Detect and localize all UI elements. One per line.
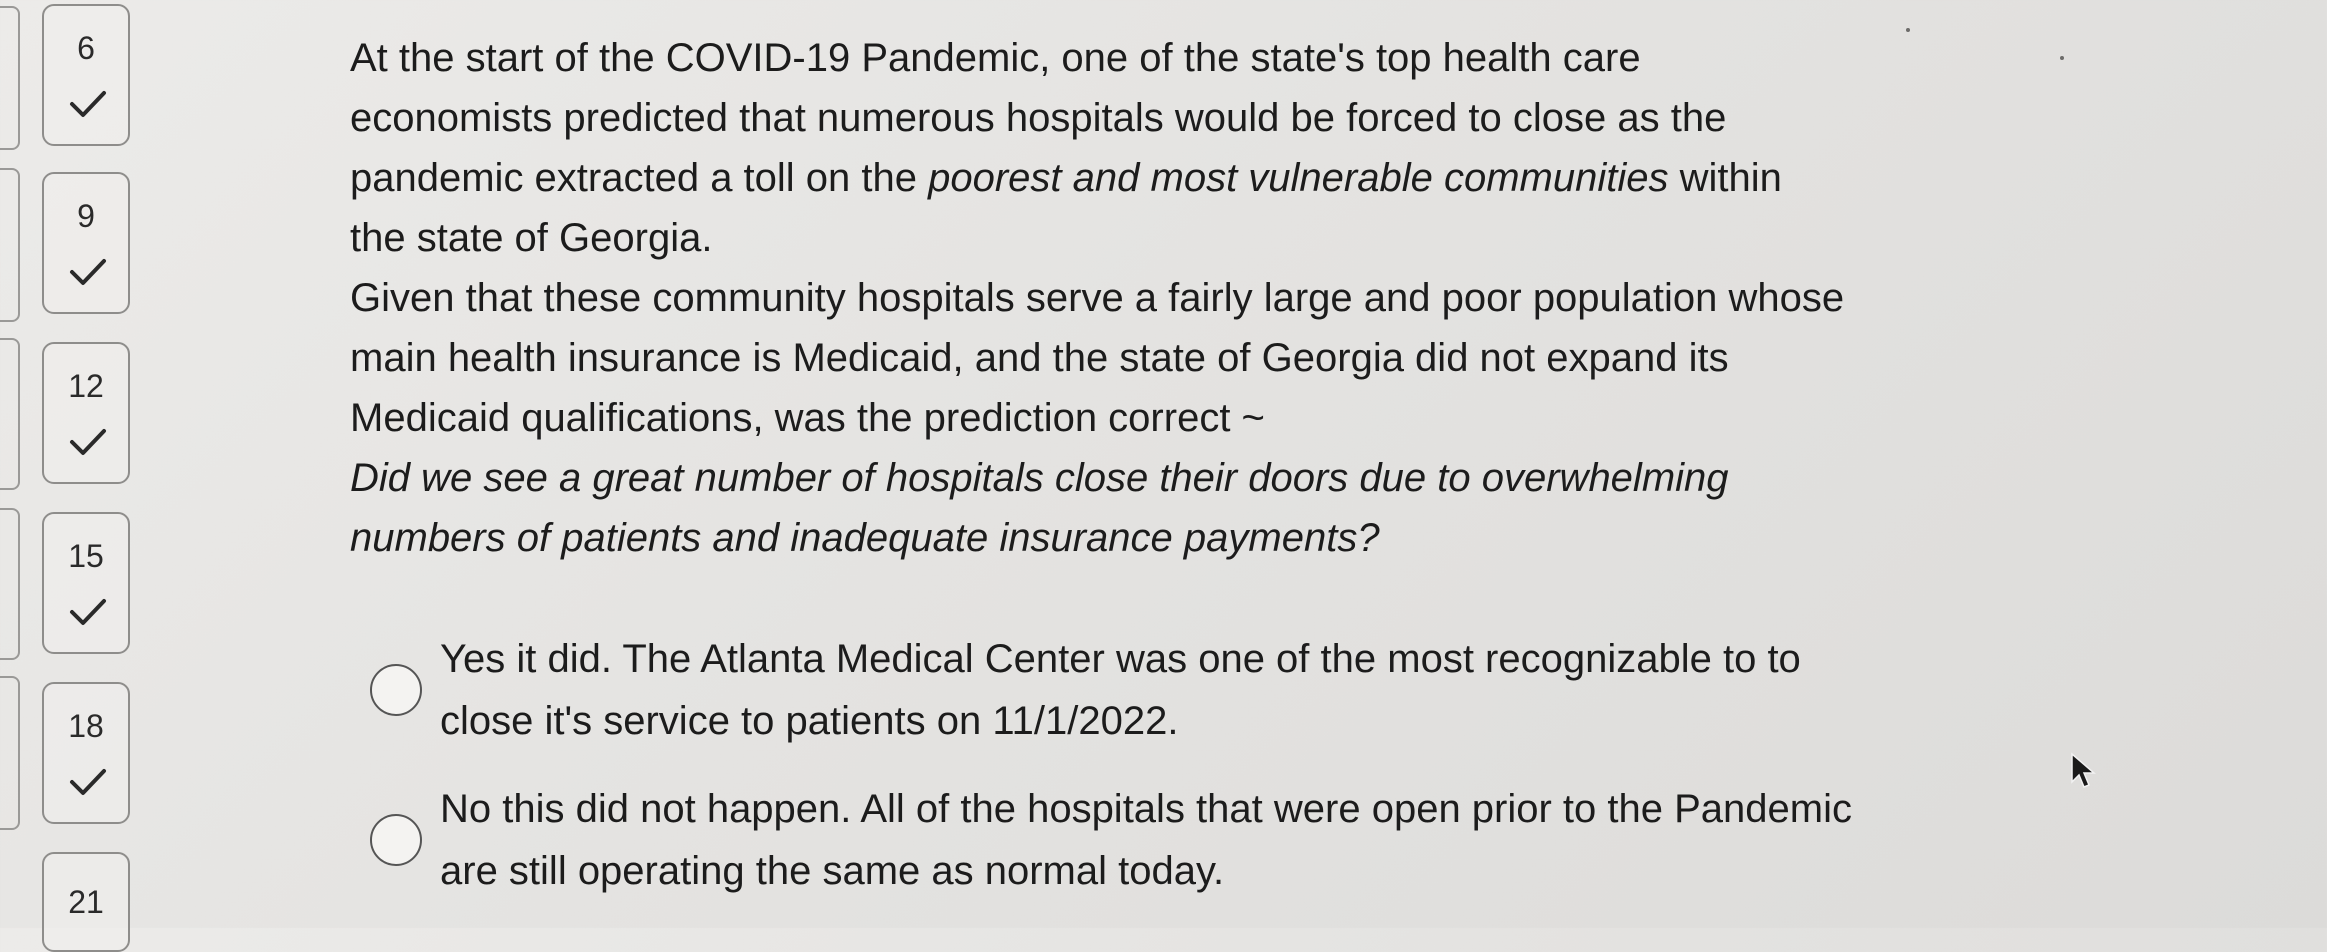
checkmark-icon [66, 252, 110, 292]
question-text-line: main health insurance is Medicaid, and the state of Georgia did not expand its [350, 336, 1729, 380]
answer-options [370, 628, 2070, 928]
nav-question-18[interactable] [42, 682, 130, 824]
radio-button[interactable] [370, 814, 422, 866]
checkmark-icon [66, 422, 110, 462]
question-text-line: economists predicted that numerous hospitals would be forced to close as the [350, 96, 1727, 140]
nav-question-number: 9 [77, 198, 95, 234]
nav-left-edge [0, 676, 20, 830]
nav-question-12[interactable] [42, 342, 130, 484]
nav-question-21[interactable] [42, 852, 130, 952]
mouse-pointer-icon [2070, 752, 2100, 792]
question-text-line [350, 148, 2000, 208]
answer-option-line: No this did not happen. All of the hospitals that were open prior to the Pandemic [440, 787, 1852, 831]
question-text-line: At the start of the COVID-19 Pandemic, one of the state's top health care [350, 36, 1641, 80]
question-prompt-line: numbers of patients and inadequate insurance payments? [350, 516, 1380, 560]
answer-option-line: Yes it did. The Atlanta Medical Center was one of the most recognizable to to [440, 637, 1801, 681]
nav-question-number: 18 [68, 708, 104, 744]
answer-option-line: are still operating the same as normal today. [440, 849, 1225, 893]
nav-left-edge [0, 6, 20, 150]
nav-question-number: 12 [68, 368, 104, 404]
question-text-line: the state of Georgia. [350, 216, 713, 260]
question-text-line: Given that these community hospitals serve a fairly large and poor population whose [350, 276, 1845, 320]
nav-left-edge [0, 168, 20, 322]
radio-button[interactable] [370, 664, 422, 716]
answer-option-label [440, 628, 2040, 752]
screen-speck [1906, 28, 1910, 32]
question-prompt-line: Did we see a great number of hospitals close their doors due to overwhelming [350, 456, 1729, 500]
question-emphasis: poorest and most vulnerable communities [928, 156, 1669, 200]
answer-option-line: close it's service to patients on 11/1/2022. [440, 699, 1179, 743]
checkmark-icon [66, 592, 110, 632]
checkmark-icon [66, 84, 110, 124]
question-body [350, 28, 2000, 568]
nav-question-number: 6 [77, 30, 95, 66]
answer-option-yes[interactable] [370, 628, 2070, 778]
question-navigation [0, 0, 200, 928]
nav-left-edge [0, 508, 20, 660]
nav-question-9[interactable] [42, 172, 130, 314]
screen-speck [2060, 56, 2064, 60]
question-text-segment: within [1668, 156, 1782, 200]
nav-question-number: 15 [68, 538, 104, 574]
checkmark-icon [66, 762, 110, 802]
answer-option-label [440, 778, 2040, 902]
nav-question-6[interactable] [42, 4, 130, 146]
question-text-segment: pandemic extracted a toll on the [350, 156, 929, 200]
nav-left-edge [0, 338, 20, 490]
nav-question-number: 21 [68, 884, 104, 920]
answer-option-no[interactable] [370, 778, 2070, 928]
question-text-line: Medicaid qualifications, was the prediction correct ~ [350, 396, 1265, 440]
nav-question-15[interactable] [42, 512, 130, 654]
